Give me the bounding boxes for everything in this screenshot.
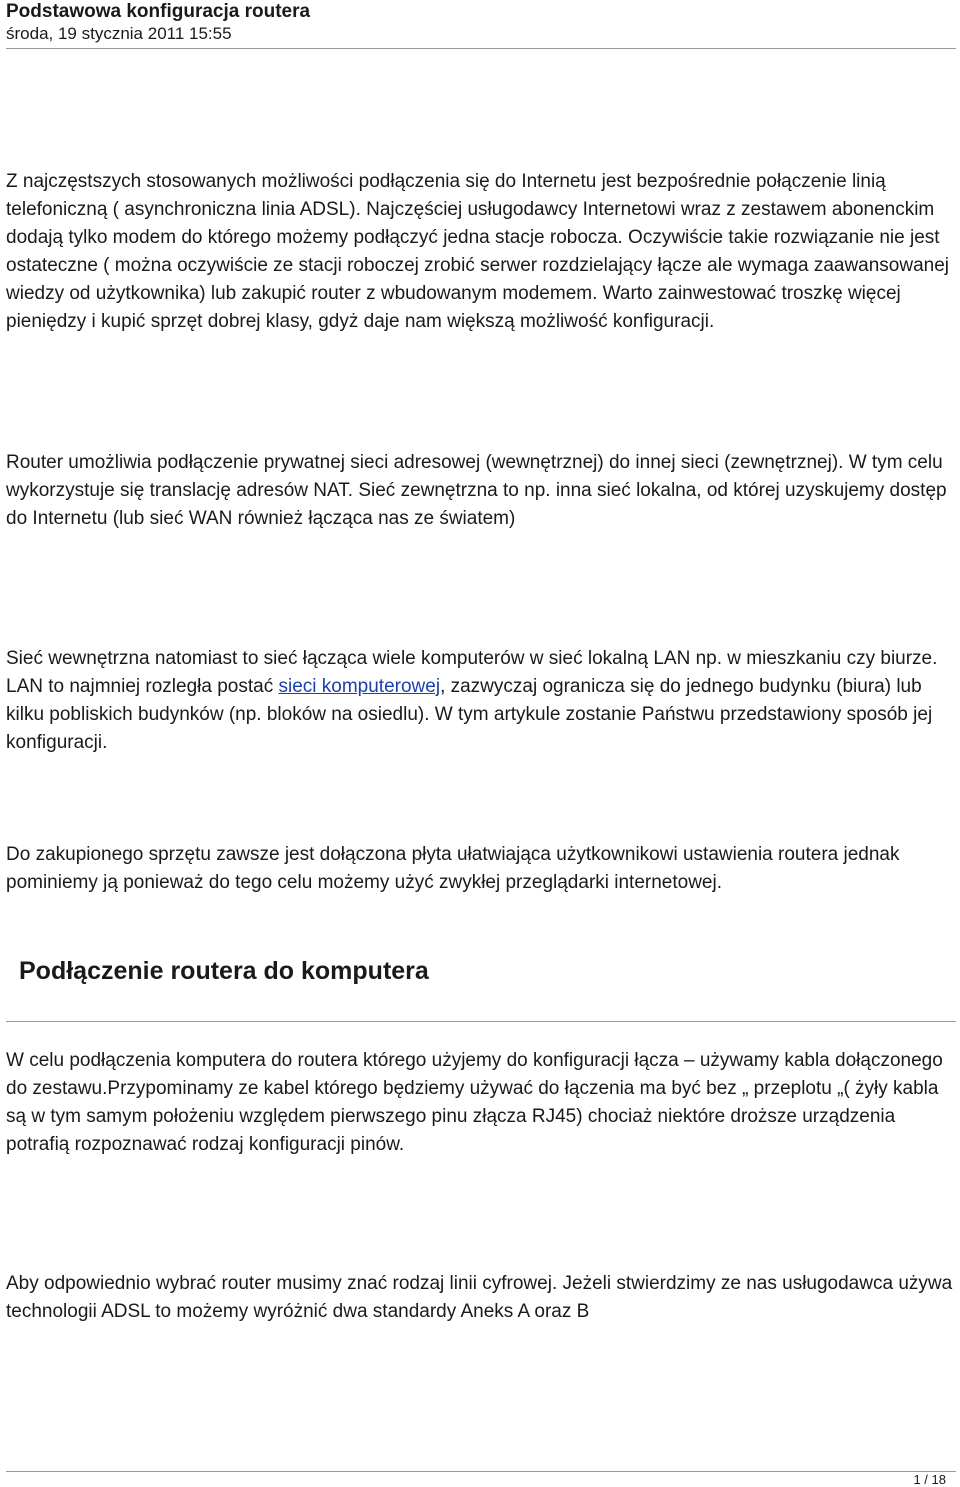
header-divider [6,48,956,49]
paragraph-setup-disc: Do zakupionego sprzętu zawsze jest dołączona płyta ułatwiająca użytkownikowi ustawienia routera jednak pominiemy ją ponieważ do tego celu możemy użyć zwykłej przeglądarki internetowej. [6,844,900,893]
paragraph-lan-text-start: Sieć wewnętrzna natomiast to sieć łącząca wiele komputerów w sieć lokalną LAN np. w mieszkaniu czy biurze. LAN to najmniej rozległa postać [6,648,938,697]
paragraph-cable: W celu podłączenia komputera do routera którego użyjemy do konfiguracji łącza – używamy kabla dołączonego do zestawu.Przypominamy ze kabel którego będziemy używać do łączenia ma być bez „ przeplotu „( żyły kabla są w tym samym położeniu względem pierwszego pinu złącza RJ45) chociaż niektóre droższe urządzenia potrafią rozpoznawać rodzaj konfiguracji pinów. [6,1050,943,1155]
section-heading: Podłączenie routera do komputera [19,957,429,985]
page-title: Podstawowa konfiguracja routera [6,1,311,22]
paragraph-lan [6,645,956,757]
footer-divider [6,1471,956,1472]
page-header [6,0,956,44]
section-divider [6,1021,956,1022]
paragraph-router-nat: Router umożliwia podłączenie prywatnej sieci adresowej (wewnętrznej) do innej sieci (zewnętrznej). W tym celu wykorzystuje się translację adresów NAT. Sieć zewnętrzna to np. inna sieć lokalna, od której uzyskujemy dostęp do Internetu (lub sieć WAN również łącząca nas ze światem) [6,452,947,529]
page-number: 1 / 18 [913,1472,946,1487]
paragraph-adsl-intro: Z najczęstszych stosowanych możliwości podłączenia się do Internetu jest bezpośrednie połączenie linią telefoniczną ( asynchroniczna linia ADSL). Najczęściej usługodawcy Internetowi wraz z zestawem abonenckim dodają tylko modem do którego możemy podłączyć jedna stacje robocza. Oczywiście takie rozwiązanie nie jest ostateczne ( można oczywiście ze stacji roboczej zrobić serwer rozdzielający łącze ale wymaga zaawansowanej wiedzy od użytkownika) lub zakupić router z wbudowanym modemem. Warto zainwestować troszkę więcej pieniędzy i kupić sprzęt dobrej klasy, gdyż daje nam większą możliwość konfiguracji. [6,171,950,332]
paragraph-lan-text-end: , zazwyczaj ogranicza się do jednego budynku (biura) lub kilku pobliskich budynków (np. bloków na osiedlu). W tym artykule zostanie Państwu przedstawiony sposób jej konfiguracji. [6,676,933,753]
paragraph-adsl-standards: Aby odpowiednio wybrać router musimy znać rodzaj linii cyfrowej. Jeżeli stwierdzimy ze nas usługodawca używa technologii ADSL to możemy wyróżnić dwa standardy Aneks A oraz B [6,1273,953,1322]
link-computer-network[interactable]: sieci komputerowej [278,676,441,697]
publish-date: środa, 19 stycznia 2011 15:55 [6,24,232,43]
